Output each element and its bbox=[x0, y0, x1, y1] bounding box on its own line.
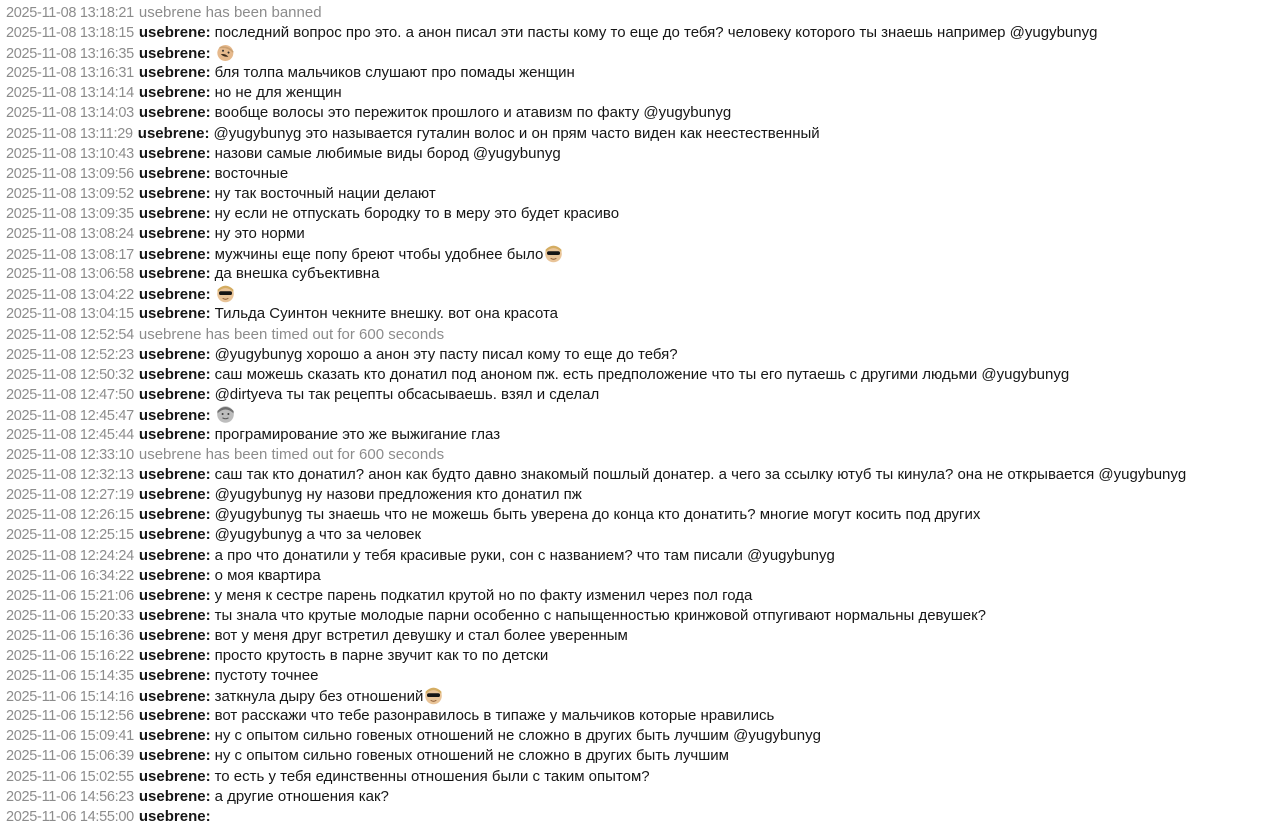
message-text: ну если не отпускать бородку то в меру это будет красиво bbox=[214, 204, 620, 222]
username[interactable]: usebrene: bbox=[138, 144, 211, 162]
message-text: бля толпа мальчиков слушают про помады женщин bbox=[214, 64, 575, 82]
chat-message-row bbox=[0, 23, 1276, 43]
chat-message-row bbox=[0, 164, 1276, 184]
chat-message-row bbox=[0, 586, 1276, 606]
username[interactable]: usebrene: bbox=[138, 526, 211, 544]
timestamp: 2025-11-08 12:26:15 bbox=[6, 507, 134, 524]
system-event-row bbox=[0, 445, 1276, 465]
chat-message-row bbox=[0, 63, 1276, 83]
message-text: заткнула дыру без отношений bbox=[214, 688, 424, 706]
message-text: @yugybunyg это называется гуталин волос и он прям часто виден как неестественный bbox=[213, 124, 820, 142]
message-text: у меня к сестре парень подкатил крутой но по факту изменил через пол года bbox=[214, 586, 753, 604]
timestamp: 2025-11-08 12:24:24 bbox=[6, 547, 134, 564]
timestamp: 2025-11-06 15:14:35 bbox=[6, 668, 134, 685]
timestamp: 2025-11-08 13:16:31 bbox=[6, 65, 134, 82]
ez-sunglasses-emote bbox=[424, 686, 443, 705]
system-event-text: usebrene has been timed out for 600 seconds bbox=[138, 446, 445, 464]
chat-message-row bbox=[0, 304, 1276, 324]
timestamp: 2025-11-08 12:52:54 bbox=[6, 326, 134, 343]
message-text: ну с опытом сильно говеных отношений не сложно в других быть лучшим bbox=[214, 747, 729, 765]
timestamp: 2025-11-06 15:09:41 bbox=[6, 728, 134, 745]
chat-message-row bbox=[0, 485, 1276, 505]
username[interactable]: usebrene: bbox=[138, 246, 211, 264]
message-text: @yugybunyg а что за человек bbox=[214, 526, 422, 544]
system-event-row bbox=[0, 325, 1276, 345]
username[interactable]: usebrene: bbox=[138, 546, 211, 564]
system-event-row bbox=[0, 3, 1276, 23]
chat-message-row bbox=[0, 365, 1276, 385]
username[interactable]: usebrene: bbox=[138, 425, 211, 443]
timestamp: 2025-11-08 13:09:56 bbox=[6, 165, 134, 182]
chat-message-row bbox=[0, 767, 1276, 787]
username[interactable]: usebrene: bbox=[138, 204, 211, 222]
message-text: вот расскажи что тебе разонравилось в типаже у мальчиков которые нравились bbox=[214, 707, 775, 725]
message-text: @yugybunyg хорошо а анон эту пасту писал кому то еще до тебя? bbox=[214, 345, 678, 363]
timestamp: 2025-11-08 13:09:35 bbox=[6, 205, 134, 222]
message-text: то есть у тебя единственны отношения были с таким опытом? bbox=[214, 767, 650, 785]
timestamp: 2025-11-08 13:11:29 bbox=[6, 125, 133, 142]
chat-message-row bbox=[0, 284, 1276, 304]
username[interactable]: usebrene: bbox=[138, 807, 211, 825]
timestamp: 2025-11-06 14:56:23 bbox=[6, 788, 134, 805]
username[interactable]: usebrene: bbox=[138, 626, 211, 644]
timestamp: 2025-11-08 13:09:52 bbox=[6, 185, 134, 202]
username[interactable]: usebrene: bbox=[138, 747, 211, 765]
chat-message-row bbox=[0, 244, 1276, 264]
message-text: програмирование это же выжигание глаз bbox=[214, 425, 501, 443]
timestamp: 2025-11-08 13:18:15 bbox=[6, 25, 134, 42]
chat-message-row bbox=[0, 726, 1276, 746]
timestamp: 2025-11-06 15:16:22 bbox=[6, 648, 134, 664]
chat-message-row bbox=[0, 465, 1276, 485]
username[interactable]: usebrene: bbox=[138, 767, 211, 785]
timestamp: 2025-11-08 12:45:44 bbox=[6, 426, 134, 443]
timestamp: 2025-11-08 12:33:10 bbox=[6, 447, 134, 464]
chat-message-row bbox=[0, 686, 1276, 706]
system-event-text: usebrene has been timed out for 600 seconds bbox=[138, 325, 445, 343]
chat-message-row bbox=[0, 103, 1276, 123]
username[interactable]: usebrene: bbox=[138, 506, 211, 524]
timestamp: 2025-11-08 12:27:19 bbox=[6, 487, 134, 504]
chat-message-row bbox=[0, 43, 1276, 63]
chat-message-row bbox=[0, 345, 1276, 365]
timestamp: 2025-11-08 12:45:47 bbox=[6, 407, 134, 424]
timestamp: 2025-11-06 15:12:56 bbox=[6, 708, 134, 725]
timestamp: 2025-11-06 14:55:00 bbox=[6, 808, 134, 825]
message-text: ну это норми bbox=[214, 225, 305, 243]
timestamp: 2025-11-08 13:04:15 bbox=[6, 306, 134, 323]
message-text: назови самые любимые виды бород @yugybunyg bbox=[214, 144, 561, 162]
timestamp: 2025-11-08 12:25:15 bbox=[6, 527, 134, 544]
username[interactable]: usebrene: bbox=[138, 164, 211, 182]
chat-message-row bbox=[0, 546, 1276, 566]
username[interactable]: usebrene: bbox=[138, 787, 211, 805]
timestamp: 2025-11-08 13:18:21 bbox=[6, 5, 134, 21]
message-text: о моя квартира bbox=[214, 566, 321, 584]
chat-message-row bbox=[0, 746, 1276, 766]
message-text: пустоту точнее bbox=[214, 667, 319, 685]
message-text: а про что донатили у тебя красивые руки, сон с названием? что там писали @yugybunyg bbox=[214, 546, 835, 564]
username[interactable]: usebrene: bbox=[138, 486, 211, 504]
message-text: но не для женщин bbox=[214, 84, 342, 102]
username[interactable]: usebrene: bbox=[138, 225, 211, 243]
chat-message-row bbox=[0, 706, 1276, 726]
message-text: саш можешь сказать кто донатил под аноном пж. есть предположение что ты его путаешь с другими людьми @yugybunyg bbox=[214, 365, 1070, 383]
chat-message-row bbox=[0, 425, 1276, 445]
timestamp: 2025-11-06 15:02:55 bbox=[6, 768, 134, 785]
timestamp: 2025-11-06 15:21:06 bbox=[6, 587, 134, 604]
chat-message-row bbox=[0, 405, 1276, 425]
chat-message-row bbox=[0, 385, 1276, 405]
username[interactable]: usebrene: bbox=[138, 586, 211, 604]
timestamp: 2025-11-08 12:52:23 bbox=[6, 346, 134, 363]
username[interactable]: usebrene: bbox=[138, 606, 211, 624]
mustache-man-emote bbox=[216, 43, 235, 62]
chat-message-row bbox=[0, 224, 1276, 244]
timestamp: 2025-11-08 12:32:13 bbox=[6, 467, 134, 484]
username[interactable]: usebrene: bbox=[138, 385, 211, 403]
chat-message-row bbox=[0, 606, 1276, 626]
system-event-text: usebrene has been banned bbox=[138, 4, 322, 21]
timestamp: 2025-11-06 15:14:16 bbox=[6, 689, 134, 706]
username[interactable]: usebrene: bbox=[138, 365, 211, 383]
gray-face-emote bbox=[216, 405, 235, 424]
chat-message-row bbox=[0, 646, 1276, 666]
timestamp: 2025-11-08 13:08:17 bbox=[6, 247, 134, 264]
timestamp: 2025-11-06 15:16:36 bbox=[6, 627, 134, 644]
message-text: ну с опытом сильно говеных отношений не сложно в других быть лучшим @yugybunyg bbox=[214, 727, 821, 745]
message-text: @yugybunyg ты знаешь что не можешь быть уверена до конца кто донатить? многие могут косить под других bbox=[214, 506, 981, 524]
timestamp: 2025-11-08 12:50:32 bbox=[6, 366, 134, 383]
timestamp: 2025-11-08 13:16:35 bbox=[6, 46, 134, 63]
username[interactable]: usebrene: bbox=[138, 345, 211, 363]
message-text: а другие отношения как? bbox=[214, 787, 389, 805]
timestamp: 2025-11-06 15:20:33 bbox=[6, 607, 134, 624]
timestamp: 2025-11-06 16:34:22 bbox=[6, 567, 134, 584]
timestamp: 2025-11-08 12:47:50 bbox=[6, 386, 134, 403]
username[interactable]: usebrene: bbox=[138, 566, 211, 584]
username[interactable]: usebrene: bbox=[138, 45, 211, 63]
timestamp: 2025-11-08 13:10:43 bbox=[6, 145, 134, 162]
username[interactable]: usebrene: bbox=[138, 286, 211, 304]
username[interactable]: usebrene: bbox=[138, 84, 211, 102]
chat-message-row bbox=[0, 626, 1276, 646]
chat-message-row bbox=[0, 144, 1276, 164]
username[interactable]: usebrene: bbox=[138, 688, 211, 706]
chat-message-row bbox=[0, 525, 1276, 545]
chat-message-row bbox=[0, 124, 1276, 144]
message-text: восточные bbox=[214, 164, 289, 182]
message-text: ты знала что крутые молодые парни особенно с напыщенностью кринжовой отпугивают нормальны девушек? bbox=[214, 606, 986, 624]
message-text: саш так кто донатил? анон как будто давно знакомый пошлый донатер. а чего за ссылку ютуб ты кинула? она не открывается @yugybunyg bbox=[214, 466, 1187, 484]
message-text: вот у меня друг встретил девушку и стал более уверенным bbox=[214, 626, 628, 644]
username[interactable]: usebrene: bbox=[138, 24, 211, 42]
username[interactable]: usebrene: bbox=[138, 305, 211, 323]
username[interactable]: usebrene: bbox=[138, 104, 211, 122]
chat-message-row bbox=[0, 83, 1276, 103]
timestamp: 2025-11-08 13:06:58 bbox=[6, 266, 134, 283]
chat-message-row bbox=[0, 566, 1276, 586]
username[interactable]: usebrene: bbox=[138, 466, 211, 484]
username[interactable]: usebrene: bbox=[138, 667, 211, 685]
username[interactable]: usebrene: bbox=[138, 707, 211, 725]
message-text: да внешка субъективна bbox=[214, 265, 380, 283]
message-text: @yugybunyg ну назови предложения кто донатил пж bbox=[214, 486, 582, 504]
message-text: ну так восточный нации делают bbox=[214, 184, 436, 202]
message-text: мужчины еще попу бреют чтобы удобнее было bbox=[214, 246, 544, 264]
message-text: @dirtyeva ты так рецепты обсасываешь. взял и сделал bbox=[214, 385, 600, 403]
chat-message-row bbox=[0, 204, 1276, 224]
message-text: последний вопрос про это. а анон писал эти пасты кому то еще до тебя? человеку которого ты знаешь например @yugybunyg bbox=[214, 24, 1098, 42]
username[interactable]: usebrene: bbox=[137, 124, 210, 142]
username[interactable]: usebrene: bbox=[138, 64, 211, 82]
username[interactable]: usebrene: bbox=[138, 184, 211, 202]
timestamp: 2025-11-08 13:08:24 bbox=[6, 226, 134, 243]
timestamp: 2025-11-08 13:14:03 bbox=[6, 105, 134, 122]
message-text: Тильда Суинтон чекните внешку. вот она красота bbox=[214, 305, 559, 323]
chat-message-row bbox=[0, 666, 1276, 686]
chat-message-row bbox=[0, 787, 1276, 807]
message-text: вообще волосы это пережиток прошлого и атавизм по факту @yugybunyg bbox=[214, 104, 732, 122]
timestamp: 2025-11-08 13:04:22 bbox=[6, 287, 134, 304]
chat-message-row bbox=[0, 807, 1276, 827]
username[interactable]: usebrene: bbox=[138, 265, 211, 283]
username[interactable]: usebrene: bbox=[138, 406, 211, 424]
chat-message-row bbox=[0, 264, 1276, 284]
chat-message-row bbox=[0, 505, 1276, 525]
username[interactable]: usebrene: bbox=[138, 727, 211, 745]
message-text: просто крутость в парне звучит как то по детски bbox=[214, 647, 549, 664]
timestamp: 2025-11-06 15:06:39 bbox=[6, 748, 134, 765]
username[interactable]: usebrene: bbox=[138, 647, 211, 664]
timestamp: 2025-11-08 13:14:14 bbox=[6, 85, 134, 102]
ez-sunglasses-emote bbox=[216, 284, 235, 303]
chat-message-row bbox=[0, 184, 1276, 204]
ez-sunglasses-emote bbox=[544, 244, 563, 263]
